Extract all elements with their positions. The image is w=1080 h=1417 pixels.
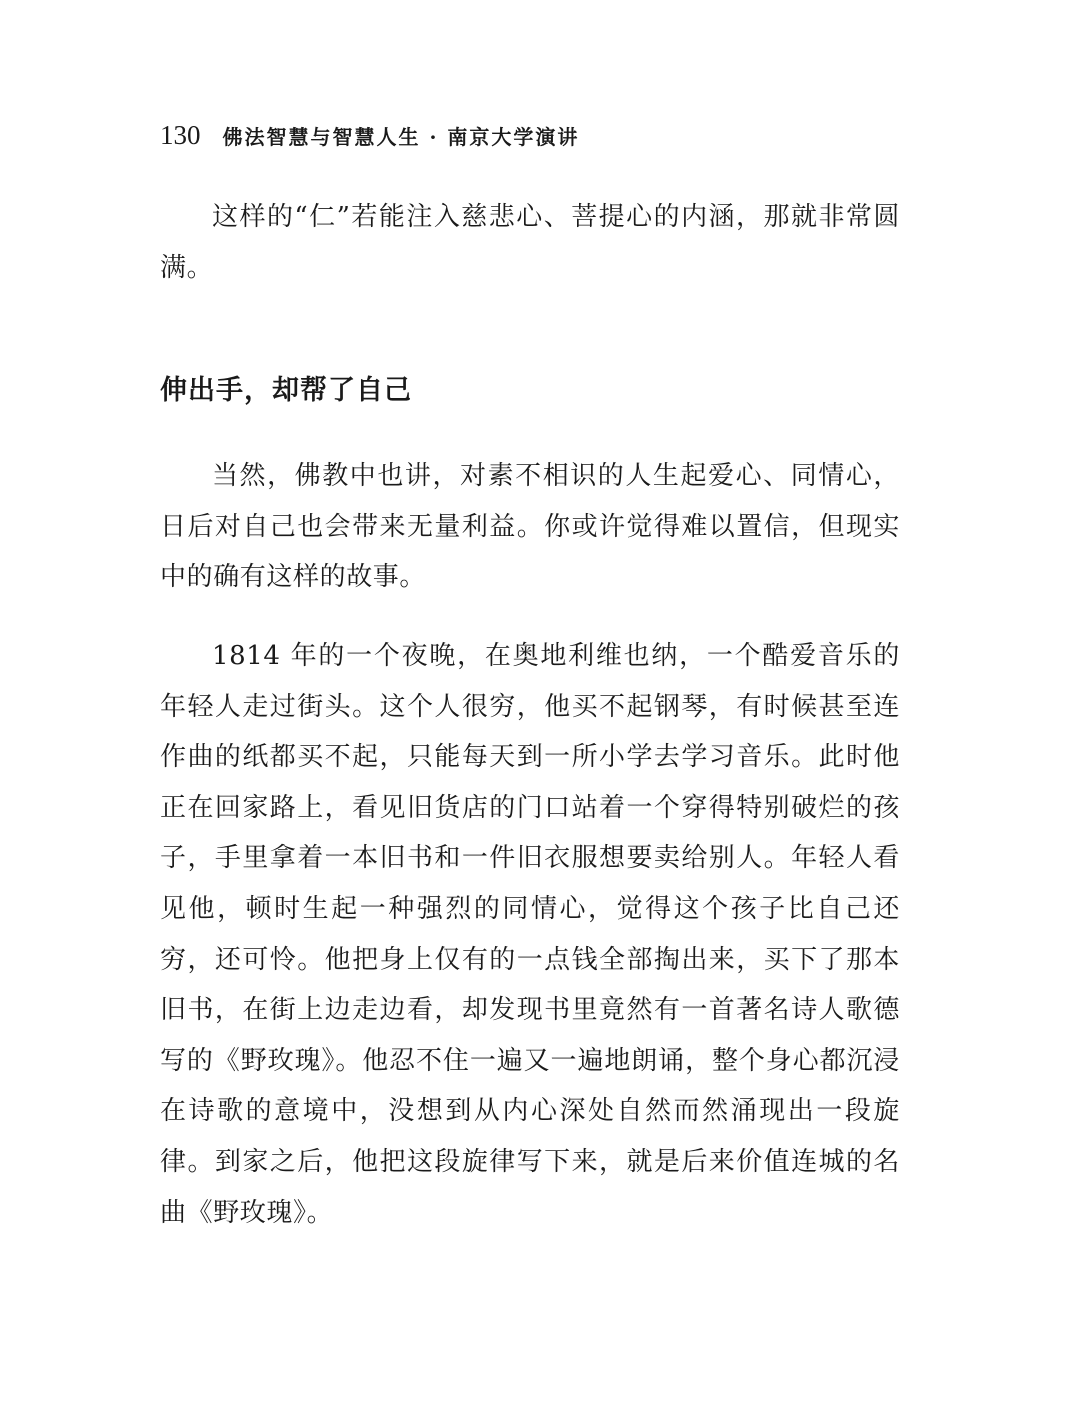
paragraph-3: 1814 年的一个夜晚，在奥地利维也纳，一个酷爱音乐的年轻人走过街头。这个人很穷，他买不起钢琴，有时候甚至连作曲的纸都买不起，只能每天到一所小学去学习音乐。此时他正在回家路上，看见旧货店的门口站着一个穿得特别破烂的孩子，手里拿着一本旧书和一件旧衣服想要卖给别人。年轻人看见他，顿时生起一种强烈的同情心，觉得这个孩子比自己还穷，还可怜。他把身上仅有的一点钱全部掏出来，买下了那本旧书，在街上边走边看，却发现书里竟然有一首著名诗人歌德写的《野玫瑰》。他忍不住一遍又一遍地朗诵，整个身心都沉浸在诗歌的意境中，没想到从内心深处自然而然涌现出一段旋律。到家之后，他把这段旋律写下来，就是后来价值连城的名曲《野玫瑰》。: [160, 640, 900, 1228]
paragraph-2: 当然，佛教中也讲，对素不相识的人生起爱心、同情心，日后对自己也会带来无量利益。你或许觉得难以置信，但现实中的确有这样的故事。: [160, 461, 900, 593]
paragraph-1: 这样的“仁”若能注入慈悲心、菩提心的内涵，那就非常圆满。: [160, 202, 900, 283]
section-heading: 伸出手，却帮了自己: [160, 375, 412, 407]
page-number: 130: [160, 120, 201, 150]
running-title: 佛法智慧与智慧人生 · 南京大学演讲: [222, 125, 580, 149]
book-page: [160, 120, 900, 1238]
page-header: [160, 120, 900, 160]
